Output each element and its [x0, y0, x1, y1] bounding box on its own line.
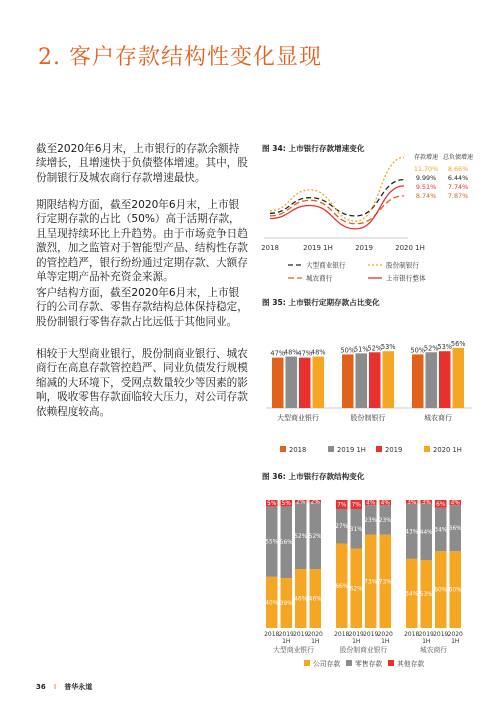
- fig35-bar: [286, 357, 298, 408]
- fig35-legend-swatch: [280, 446, 286, 452]
- fig35-value-label: 47%: [270, 349, 286, 358]
- fig36-value-label: 73%: [378, 579, 392, 586]
- fig36-x-tick-sublabel: 1H: [381, 638, 390, 645]
- fig35-bar: [412, 354, 424, 408]
- fig36-chart: [258, 490, 480, 670]
- fig36-x-tick-label: 2018: [264, 631, 280, 638]
- fig36-x-tick-label: 2018: [404, 631, 420, 638]
- fig36-x-tick-label: 2019: [363, 631, 379, 638]
- fig36-x-tick-label: 2020: [447, 631, 463, 638]
- fig36-x-tick-sublabel: 1H: [352, 638, 361, 645]
- fig36-legend-swatch: [388, 660, 394, 666]
- page-footer: [36, 682, 92, 692]
- fig36-value-label: 2%: [296, 499, 306, 506]
- fig36-x-tick-label: 2019: [433, 631, 449, 638]
- fig34-col-header: 总负债增速: [442, 154, 474, 161]
- fig36-group-label: 股份制商业银行: [339, 646, 388, 654]
- fig34-legend-label: 大型商业银行: [306, 261, 346, 270]
- fig36-value-label: 5%: [267, 501, 277, 508]
- fig36-value-label: 5%: [281, 501, 291, 508]
- fig34-x-tick-label: 2018: [261, 244, 279, 252]
- fig36-value-label: 3%: [407, 499, 417, 506]
- fig36-value-label: 43%: [405, 529, 419, 536]
- fig35-value-label: 52%: [367, 344, 383, 353]
- fig34-liability-value: 7.74%: [447, 183, 469, 191]
- fig36-x-tick-sublabel: 1H: [282, 638, 291, 645]
- fig36-x-tick-label: 2018: [334, 631, 350, 638]
- section-title: 2. 客户存款结构性变化显现: [38, 45, 322, 70]
- fig36-title: 图 36: 上市银行存款结构变化: [262, 472, 365, 481]
- fig36-x-tick-label: 2019: [418, 631, 434, 638]
- fig36-legend-label: 公司存款: [313, 660, 341, 668]
- fig35-legend-label: 2020 1H: [433, 446, 462, 454]
- fig34-deposit-value: 11.70%: [413, 165, 439, 173]
- fig35-category-label: 大型商业银行: [277, 414, 319, 422]
- fig36-value-label: 55%: [265, 539, 279, 546]
- fig35-value-label: 53%: [380, 343, 396, 352]
- fig36-value-label: 4%: [366, 500, 376, 507]
- fig36-value-label: 6%: [436, 501, 446, 508]
- fig36-value-label: 23%: [378, 517, 392, 524]
- fig35-legend-label: 2019 1H: [337, 446, 366, 454]
- fig36-x-tick-label: 2020: [307, 631, 323, 638]
- fig36-x-tick-sublabel: 1H: [451, 638, 460, 645]
- fig36-value-label: 31%: [349, 526, 363, 533]
- fig34-deposit-value: 8.74%: [415, 192, 437, 200]
- fig35-value-label: 56%: [450, 340, 466, 348]
- fig35-bar: [426, 352, 438, 408]
- fig34-deposit-value: 9.99%: [415, 174, 437, 182]
- fig35-category-label: 城农商行: [424, 414, 452, 422]
- fig35-bar: [272, 358, 284, 408]
- fig36-legend-swatch: [304, 660, 310, 666]
- paragraph-1: 截至2020年6月末，上市银行的存款余额持续增长，且增速快于负债整体增速。其中，股份制银行及城农商行存款增速最快。: [36, 143, 248, 184]
- fig36-value-label: 62%: [349, 586, 363, 593]
- fig36-value-label: 34%: [434, 527, 448, 534]
- fig35-value-label: 47%: [297, 349, 313, 358]
- fig36-value-label: 53%: [419, 592, 433, 599]
- fig35-legend-swatch: [376, 446, 382, 452]
- fig34-x-tick-label: 2020 1H: [395, 244, 425, 252]
- fig34-x-tick-label: 2019: [355, 244, 373, 252]
- fig35-category-label: 股份制银行: [350, 414, 386, 422]
- fig36-x-tick-label: 2019: [278, 631, 294, 638]
- fig35-chart: [258, 318, 480, 466]
- fig35-title: 图 35: 上市银行定期存款占比变化: [262, 298, 380, 307]
- fig36-x-tick-label: 2019: [293, 631, 309, 638]
- fig35-value-label: 51%: [353, 345, 369, 354]
- fig35-legend-label: 2018: [289, 446, 307, 454]
- fig35-bar: [342, 354, 354, 408]
- fig36-x-tick-label: 2019: [348, 631, 364, 638]
- fig36-value-label: 66%: [335, 583, 349, 590]
- fig35-value-label: 48%: [310, 348, 326, 357]
- fig36-x-tick-sublabel: 1H: [311, 638, 320, 645]
- fig36-value-label: 40%: [265, 600, 279, 607]
- fig36-value-label: 36%: [448, 526, 462, 533]
- fig36-value-label: 56%: [279, 540, 293, 547]
- fig34-legend-label: 城农商行: [306, 274, 333, 283]
- fig36-value-label: 60%: [448, 587, 462, 594]
- fig35-legend-label: 2019: [385, 446, 403, 454]
- page-number: 36: [36, 683, 46, 691]
- fig36-value-label: 46%: [308, 596, 322, 603]
- fig36-value-label: 4%: [380, 500, 390, 507]
- fig36-value-label: 52%: [294, 533, 308, 540]
- fig35-legend-swatch: [328, 446, 334, 452]
- fig36-value-label: 60%: [434, 587, 448, 594]
- fig35-bar: [299, 358, 311, 408]
- fig36-value-label: 27%: [335, 524, 349, 531]
- fig34-col-header: 存款增速: [413, 154, 439, 161]
- fig36-legend-swatch: [346, 660, 352, 666]
- fig36-group-label: 大型商业银行: [273, 646, 314, 654]
- fig34-liability-value: 8.66%: [447, 165, 469, 173]
- fig36-value-label: 2%: [310, 499, 320, 506]
- fig36-group-label: 城农商行: [419, 646, 448, 654]
- fig36-value-label: 44%: [419, 530, 433, 536]
- fig35-bar: [369, 352, 381, 408]
- fig34-legend-label: 股份制银行: [386, 261, 419, 270]
- footer-separator: I: [53, 683, 57, 691]
- fig35-legend-swatch: [424, 446, 430, 452]
- fig36-legend-label: 其他存款: [397, 660, 425, 668]
- fig36-value-label: 52%: [308, 533, 322, 540]
- fig36-value-label: 54%: [405, 591, 419, 598]
- fig36-legend-label: 零售存款: [355, 660, 383, 668]
- fig36-value-label: 39%: [279, 601, 293, 608]
- paragraph-4: 相较于大型商业银行，股份制商业银行、城农商行在高息存款管控趋严、同业负债发行规模缩减的大环境下，受网点数量较少等因素的影响，吸收零售存款面临较大压力，对公司存款依赖程度较高。: [36, 348, 248, 418]
- fig35-value-label: 52%: [423, 344, 439, 353]
- fig34-x-tick-label: 2019 1H: [303, 244, 333, 252]
- fig35-value-label: 50%: [340, 346, 356, 355]
- fig35-bar: [439, 351, 451, 408]
- fig36-value-label: 4%: [450, 500, 460, 507]
- fig34-liability-value: 6.44%: [447, 174, 469, 182]
- paragraph-3: 客户结构方面，截至2020年6月末，上市银行的公司存款、零售存款结构总体保持稳定，股份制银行零售存款占比远低于其他同业。: [36, 287, 248, 328]
- fig36-x-tick-label: 2020: [377, 631, 393, 638]
- fig34-deposit-value: 9.51%: [415, 183, 437, 191]
- paragraph-2: 期限结构方面，截至2020年6月末，上市银行定期存款的占比（50%）高于活期存款，且呈现持续环比上升趋势。由于市场竞争日趋激烈，加之监管对于智能型产品、结构性存款的管控趋严，银行纷纷通过定期存款、大额存单等定期产品补充资金来源。: [36, 199, 248, 284]
- fig35-bar: [453, 348, 465, 408]
- fig35-bar: [356, 353, 368, 408]
- footer-brand: 普华永道: [64, 683, 93, 691]
- fig35-bar: [313, 357, 325, 408]
- fig36-value-label: 23%: [364, 517, 378, 524]
- fig34-liability-value: 7.87%: [447, 192, 469, 200]
- fig35-value-label: 53%: [437, 343, 453, 352]
- fig35-value-label: 50%: [410, 346, 426, 355]
- fig36-value-label: 46%: [294, 596, 308, 603]
- fig34-legend-label: 上市银行整体: [386, 274, 426, 283]
- fig36-value-label: 7%: [337, 502, 347, 509]
- fig34-chart: [258, 152, 478, 287]
- fig36-value-label: 7%: [351, 502, 361, 509]
- fig36-value-label: 73%: [364, 579, 378, 586]
- fig36-x-tick-sublabel: 1H: [422, 638, 431, 645]
- fig35-bar: [383, 351, 395, 408]
- fig34-title: 图 34: 上市银行存款增速变化: [262, 144, 365, 153]
- fig35-value-label: 48%: [283, 348, 299, 357]
- fig36-value-label: 3%: [421, 499, 431, 506]
